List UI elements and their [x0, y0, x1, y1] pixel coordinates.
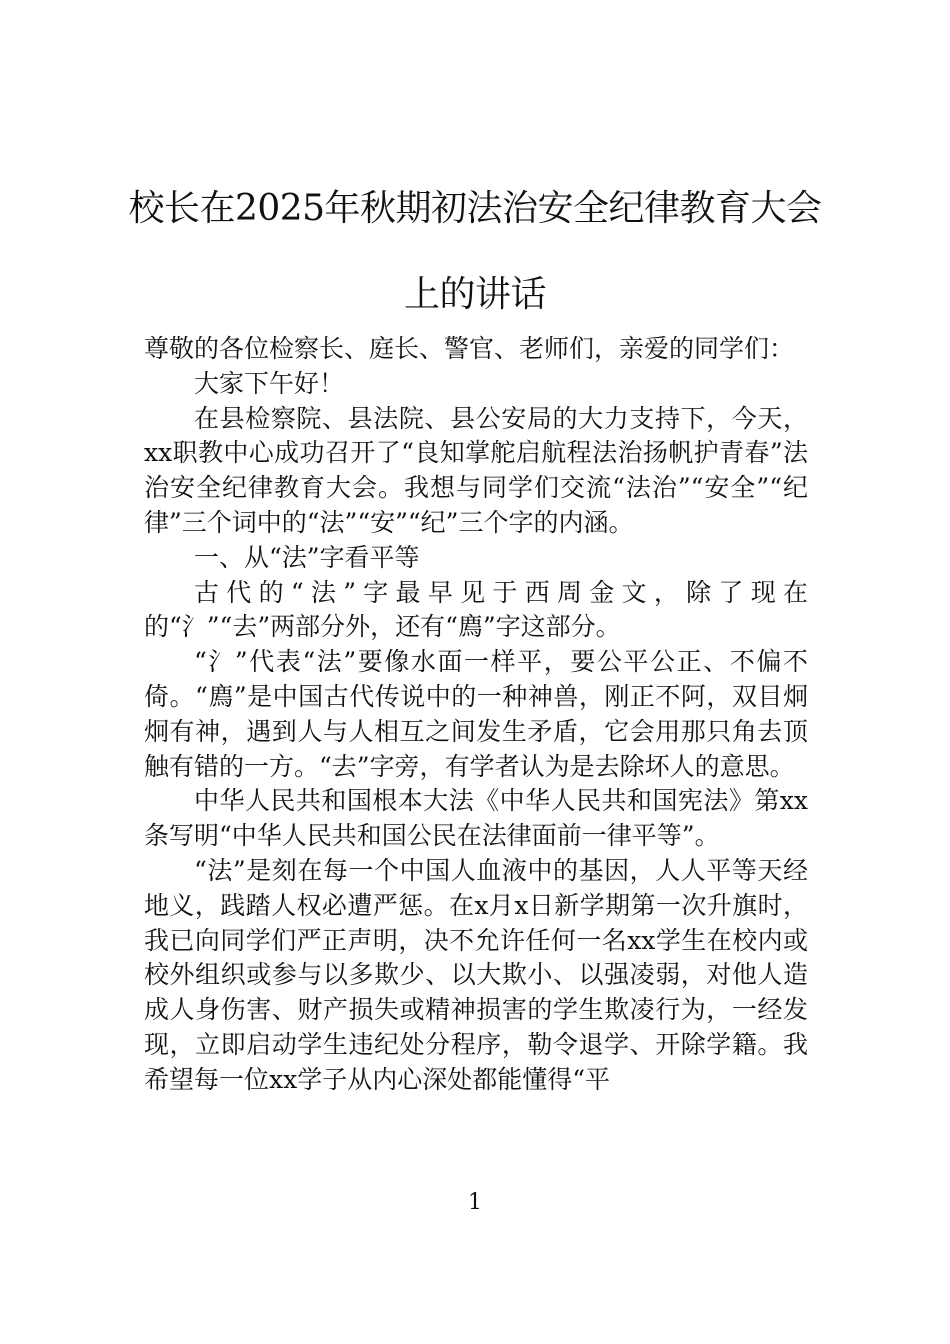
- paragraph: “氵”代表“法”要像水面一样平，要公平公正、不偏不倚。“廌”是中国古代传说中的一种神兽，刚正不阿，双目炯炯有神，遇到人与人相互之间发生矛盾，它会用那只角去顶触有错的一方。“去”字旁，有学者认为是去除坏人的意思。: [144, 647, 808, 781]
- document-body: [144, 332, 808, 1098]
- document-title: 校长在2025年秋期初法治安全纪律教育大会上的讲话: [128, 188, 822, 315]
- paragraph-intro: 在县检察院、县法院、县公安局的大力支持下，今天，xx职教中心成功召开了“良知掌舵启航程法治扬帆护青春”法治安全纪律教育大会。我想与同学们交流“法治”“安全”“纪律”三个词中的“法”“安”“纪”三个字的内涵。: [144, 403, 808, 537]
- paragraph-greeting: 大家下午好！: [194, 368, 345, 398]
- page-number: 1: [468, 1190, 482, 1215]
- paragraph: “法”是刻在每一个中国人血液中的基因，人人平等天经地义，践踏人权必遭严惩。在x月x日新学期第一次升旗时，我已向同学们严正声明，决不允许任何一名xx学生在校内或校外组织或参与以多欺少、以大欺小、以强凌弱，对他人造成人身伤害、财产损失或精神损害的学生欺凌行为，一经发现，立即启动学生违纪处分程序，勒令退学、开除学籍。我希望每一位xx学子从内心深处都能懂得“平: [144, 855, 808, 1094]
- salutation: 尊敬的各位检察长、庭长、警官、老师们，亲爱的同学们：: [144, 334, 795, 363]
- section-heading: 一、从“法”字看平等: [194, 542, 420, 572]
- paragraph: 中华人民共和国根本大法《中华人民共和国宪法》第xx条写明“中华人民共和国公民在法律面前一律平等”。: [144, 786, 808, 851]
- paragraph: 古代的“法”字最早见于西周金文，除了现在的“氵”“去”两部分外，还有“廌”字这部分。: [144, 577, 808, 642]
